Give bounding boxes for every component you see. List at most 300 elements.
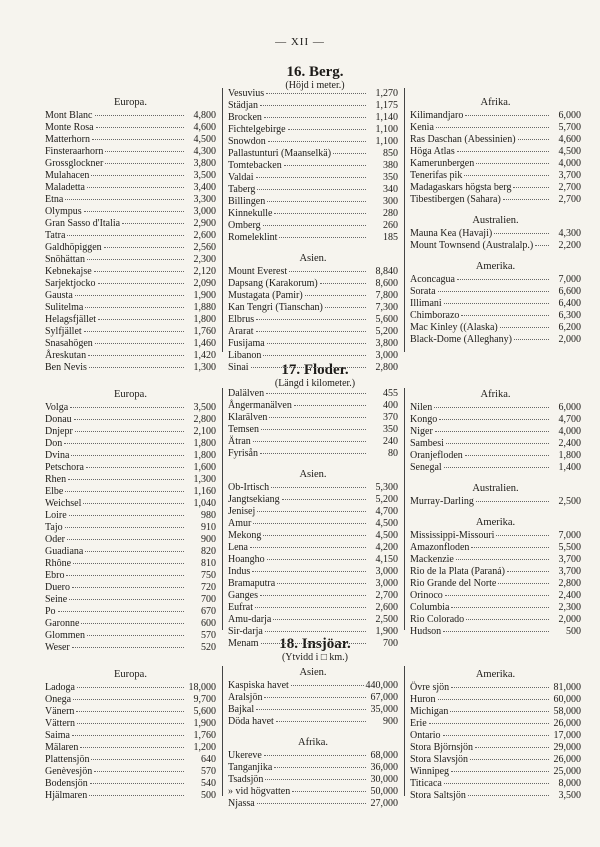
entry-name: Don — [45, 438, 63, 449]
entry-value: 5,200 — [375, 326, 398, 337]
dot-leader — [260, 105, 366, 106]
entry-value: 240 — [383, 436, 398, 447]
entry-value: 280 — [383, 208, 398, 219]
table-row — [410, 146, 581, 158]
entry-name: Maladetta — [45, 182, 85, 193]
entry-name: Ukereve — [228, 750, 262, 761]
entry-name: Oder — [45, 534, 65, 545]
entry-name: Aconcagua — [410, 274, 455, 285]
table-row — [228, 172, 398, 184]
dot-leader — [72, 587, 184, 588]
entry-name: Dalälven — [228, 388, 265, 399]
table-row — [228, 124, 398, 136]
entry-name: Mont Blanc — [45, 110, 93, 121]
dot-leader — [266, 93, 366, 94]
entry-value: 27,000 — [370, 798, 398, 809]
entry-value: 3,700 — [558, 566, 581, 577]
entry-name: Elbe — [45, 486, 64, 497]
entry-value: 700 — [383, 638, 398, 649]
section-name: Floder. — [303, 362, 349, 378]
dot-leader — [271, 487, 366, 488]
dot-leader — [264, 117, 366, 118]
entry-name: Tomtebacken — [228, 160, 282, 171]
dot-leader — [83, 503, 184, 504]
entry-name: Ontario — [410, 730, 441, 741]
entry-name: Olympus — [45, 206, 82, 217]
table-row — [410, 614, 581, 626]
entry-value: 980 — [201, 510, 216, 521]
dot-leader — [279, 237, 366, 238]
dot-leader — [465, 115, 549, 116]
entry-value: 520 — [201, 642, 216, 653]
table-row — [410, 170, 581, 182]
entry-value: 380 — [383, 160, 398, 171]
entry-value: 3,400 — [193, 182, 216, 193]
table-row — [228, 290, 398, 302]
dot-leader — [434, 407, 549, 408]
table-row — [228, 566, 398, 578]
entry-name: Tenerifas pik — [410, 170, 463, 181]
entry-value: 1,100 — [375, 124, 398, 135]
entry-name: Jangtsekiang — [228, 494, 280, 505]
dot-leader — [257, 511, 366, 512]
entry-value: 750 — [201, 570, 216, 581]
entry-name: Ararat — [228, 326, 254, 337]
entry-value: 6,400 — [558, 298, 581, 309]
entry-value: 1,300 — [193, 474, 216, 485]
entry-value: 7,000 — [558, 274, 581, 285]
section-name: Berg. — [308, 64, 344, 80]
dot-leader — [456, 559, 549, 560]
table-row — [410, 228, 581, 240]
dot-leader — [69, 599, 184, 600]
dot-leader — [266, 393, 366, 394]
table-row — [45, 474, 216, 486]
dot-leader — [438, 699, 549, 700]
table-row — [45, 730, 216, 742]
entry-name: Monte Rosa — [45, 122, 94, 133]
table-row — [228, 614, 398, 626]
entry-name: Genèvesjön — [45, 766, 93, 777]
table-row — [410, 706, 581, 718]
entry-value: 4,200 — [375, 542, 398, 553]
region-heading: Europa. — [114, 669, 147, 680]
entry-value: 300 — [383, 196, 398, 207]
dot-leader — [451, 771, 549, 772]
entry-name: Niger — [410, 426, 433, 437]
entry-value: 600 — [201, 618, 216, 629]
column-divider — [222, 388, 223, 630]
entry-value: 640 — [201, 754, 216, 765]
berg-column-2 — [228, 88, 398, 374]
entry-name: Finsteraarhorn — [45, 146, 104, 157]
entry-name: Mount Everest — [228, 266, 288, 277]
entry-name: Rhen — [45, 474, 67, 485]
dot-leader — [264, 755, 366, 756]
entry-name: Saima — [45, 730, 70, 741]
entry-name: Nilen — [410, 402, 433, 413]
region-heading: Australien. — [472, 215, 519, 226]
table-row — [228, 388, 398, 400]
table-row — [228, 704, 398, 716]
entry-value: 7,000 — [558, 530, 581, 541]
entry-name: Sinai — [228, 362, 249, 373]
dot-leader — [276, 721, 366, 722]
entry-name: Galdhöpiggen — [45, 242, 102, 253]
entry-value: 58,000 — [553, 706, 581, 717]
entry-value: 1,200 — [193, 742, 216, 753]
entry-value: 6,000 — [558, 402, 581, 413]
entry-name: Orinoco — [410, 590, 443, 601]
entry-name: Fusijama — [228, 338, 265, 349]
entry-name: Jenisej — [228, 506, 256, 517]
entry-name: Höga Atlas — [410, 146, 455, 157]
table-row — [45, 694, 216, 706]
group-spacer — [410, 508, 581, 516]
table-row — [410, 754, 581, 766]
dot-leader — [277, 583, 366, 584]
entry-name: Weichsel — [45, 498, 82, 509]
column-divider — [404, 666, 405, 796]
entry-value: 350 — [383, 172, 398, 183]
entry-name: Aralsjön — [228, 692, 263, 703]
entry-value: 1,270 — [375, 88, 398, 99]
table-row — [228, 436, 398, 448]
table-row — [228, 680, 398, 692]
entry-value: 1,160 — [193, 486, 216, 497]
region-heading: Europa. — [114, 389, 147, 400]
entry-name: Ben Nevis — [45, 362, 87, 373]
table-row — [45, 266, 216, 278]
entry-name: Tanganjika — [228, 762, 273, 773]
entry-name: Menam — [228, 638, 259, 649]
table-row — [228, 148, 398, 160]
table-row — [228, 716, 398, 728]
table-row — [228, 424, 398, 436]
region-heading: Asien. — [299, 667, 327, 678]
dot-leader — [87, 635, 184, 636]
entry-value: 2,090 — [193, 278, 216, 289]
entry-value: 67,000 — [370, 692, 398, 703]
dot-leader — [518, 139, 549, 140]
entry-name: Kaspiska havet — [228, 680, 289, 691]
dot-leader — [445, 595, 549, 596]
table-row — [410, 682, 581, 694]
table-row — [228, 160, 398, 172]
dot-leader — [122, 223, 184, 224]
table-row — [410, 322, 581, 334]
dot-leader — [320, 283, 366, 284]
dot-leader — [273, 619, 366, 620]
table-row — [228, 184, 398, 196]
table-row — [45, 498, 216, 510]
entry-name: Mount Townsend (Australalp.) — [410, 240, 534, 251]
floder-column-2 — [228, 388, 398, 650]
table-row — [228, 530, 398, 542]
table-row — [45, 630, 216, 642]
table-row — [45, 682, 216, 694]
entry-value: 3,300 — [193, 194, 216, 205]
entry-name: Kebnekajse — [45, 266, 92, 277]
entry-value: 60,000 — [553, 694, 581, 705]
entry-value: 455 — [383, 388, 398, 399]
table-row — [45, 706, 216, 718]
dot-leader — [261, 429, 366, 430]
dot-leader — [91, 759, 184, 760]
entry-value: 80 — [388, 448, 398, 459]
entry-name: Sorata — [410, 286, 436, 297]
entry-name: Illimani — [410, 298, 442, 309]
dot-leader — [87, 259, 184, 260]
entry-name: Gausta — [45, 290, 73, 301]
dot-leader — [94, 271, 184, 272]
entry-value: 570 — [201, 766, 216, 777]
table-row — [45, 134, 216, 146]
entry-value: 2,500 — [558, 496, 581, 507]
entry-value: 3,700 — [558, 170, 581, 181]
entry-value: 1,100 — [375, 136, 398, 147]
dot-leader — [514, 339, 549, 340]
table-row — [45, 338, 216, 350]
table-row — [228, 232, 398, 244]
entry-name: Valdai — [228, 172, 254, 183]
table-row — [45, 218, 216, 230]
entry-value: 1,040 — [193, 498, 216, 509]
entry-name: Seine — [45, 594, 68, 605]
dot-leader — [253, 523, 366, 524]
entry-value: 1,900 — [193, 718, 216, 729]
entry-value: 4,600 — [193, 122, 216, 133]
region-heading: Europa. — [114, 97, 147, 108]
entry-value: 4,500 — [193, 134, 216, 145]
entry-value: 540 — [201, 778, 216, 789]
entry-value: 1,420 — [193, 350, 216, 361]
entry-value: 6,000 — [558, 110, 581, 121]
dot-leader — [256, 177, 366, 178]
dot-leader — [95, 115, 185, 116]
group-spacer — [228, 244, 398, 252]
dot-leader — [65, 199, 184, 200]
table-row — [45, 402, 216, 414]
entry-value: 2,700 — [558, 182, 581, 193]
table-row — [228, 482, 398, 494]
entry-value: 1,760 — [193, 730, 216, 741]
entry-value: 3,000 — [375, 578, 398, 589]
table-row — [45, 606, 216, 618]
region-heading: Afrika. — [480, 389, 511, 400]
table-row — [45, 414, 216, 426]
dot-leader — [66, 575, 184, 576]
table-row — [45, 438, 216, 450]
entry-name: Mulahacen — [45, 170, 90, 181]
dot-leader — [294, 405, 366, 406]
entry-name: Sarjektjocko — [45, 278, 96, 289]
dot-leader — [498, 583, 549, 584]
entry-value: 5,500 — [558, 542, 581, 553]
entry-value: 5,700 — [558, 122, 581, 133]
entry-name: Donau — [45, 414, 72, 425]
table-row — [228, 196, 398, 208]
table-row — [410, 438, 581, 450]
entry-value: 3,500 — [193, 402, 216, 413]
table-row — [45, 158, 216, 170]
dot-leader — [75, 295, 184, 296]
entry-value: 2,100 — [193, 426, 216, 437]
region-heading: Amerika. — [475, 261, 516, 272]
entry-value: 2,500 — [375, 614, 398, 625]
dot-leader — [105, 163, 184, 164]
table-row — [410, 240, 581, 252]
dot-leader — [444, 303, 549, 304]
column-divider — [404, 388, 405, 630]
dot-leader — [464, 175, 549, 176]
table-row — [228, 590, 398, 602]
dot-leader — [476, 163, 549, 164]
dot-leader — [70, 407, 184, 408]
dot-leader — [89, 367, 184, 368]
table-row — [45, 642, 216, 654]
entry-name: Chimborazo — [410, 310, 460, 321]
dot-leader — [256, 709, 366, 710]
dot-leader — [251, 367, 366, 368]
entry-name: Duero — [45, 582, 70, 593]
entry-value: 500 — [201, 790, 216, 801]
entry-value: 850 — [383, 148, 398, 159]
entry-name: Mälaren — [45, 742, 79, 753]
dot-leader — [429, 723, 549, 724]
table-row — [228, 220, 398, 232]
dot-leader — [75, 431, 184, 432]
entry-name: Städjan — [228, 100, 258, 111]
entry-name: Ob-Irtisch — [228, 482, 270, 493]
insjoar-column-1 — [45, 668, 216, 802]
dot-leader — [443, 631, 549, 632]
dot-leader — [444, 783, 549, 784]
entry-value: 2,300 — [558, 602, 581, 613]
entry-value: 260 — [383, 220, 398, 231]
dot-leader — [263, 535, 366, 536]
table-row — [228, 112, 398, 124]
entry-value: 350 — [383, 424, 398, 435]
entry-value: 26,000 — [553, 718, 581, 729]
entry-name: Indus — [228, 566, 251, 577]
entry-value: 5,600 — [375, 314, 398, 325]
entry-name: Titicaca — [410, 778, 442, 789]
dot-leader — [265, 779, 366, 780]
table-row — [410, 286, 581, 298]
dot-leader — [261, 643, 366, 644]
entry-value: 3,800 — [193, 158, 216, 169]
table-row — [45, 558, 216, 570]
entry-value: 2,300 — [193, 254, 216, 265]
table-row — [45, 242, 216, 254]
entry-name: Njassa — [228, 798, 255, 809]
dot-leader — [68, 479, 184, 480]
entry-value: 81,000 — [553, 682, 581, 693]
entry-value: 5,300 — [375, 482, 398, 493]
entry-name: Snöhättan — [45, 254, 85, 265]
entry-value: 4,700 — [558, 414, 581, 425]
table-row — [410, 554, 581, 566]
dot-leader — [69, 515, 184, 516]
table-row — [45, 486, 216, 498]
dot-leader — [88, 355, 184, 356]
table-row — [45, 170, 216, 182]
table-row — [410, 742, 581, 754]
table-row — [228, 314, 398, 326]
table-row — [45, 206, 216, 218]
dot-leader — [76, 711, 184, 712]
entry-value: 36,000 — [370, 762, 398, 773]
table-row — [410, 450, 581, 462]
dot-leader — [250, 547, 366, 548]
table-row — [410, 274, 581, 286]
entry-name: Garonne — [45, 618, 80, 629]
table-row — [228, 362, 398, 374]
dot-leader — [443, 735, 549, 736]
entry-value: 820 — [201, 546, 216, 557]
table-row — [228, 554, 398, 566]
entry-name: » vid högvatten — [228, 786, 291, 797]
entry-value: 2,400 — [558, 438, 581, 449]
entry-name: Åreskutan — [45, 350, 87, 361]
entry-name: Dvina — [45, 450, 70, 461]
entry-name: Lena — [228, 542, 248, 553]
dot-leader — [81, 623, 184, 624]
table-row — [45, 754, 216, 766]
table-row — [228, 278, 398, 290]
dot-leader — [64, 443, 184, 444]
dot-leader — [289, 271, 366, 272]
table-row — [45, 790, 216, 802]
entry-name: Vesuvius — [228, 88, 265, 99]
entry-name: Elbrus — [228, 314, 255, 325]
entry-name: Columbia — [410, 602, 450, 613]
table-row — [410, 602, 581, 614]
entry-value: 4,600 — [558, 134, 581, 145]
dot-leader — [257, 189, 366, 190]
entry-name: Grossglockner — [45, 158, 104, 169]
table-row — [45, 546, 216, 558]
dot-leader — [256, 319, 366, 320]
dot-leader — [264, 697, 366, 698]
dot-leader — [494, 233, 549, 234]
dot-leader — [84, 211, 184, 212]
dot-leader — [475, 747, 549, 748]
dot-leader — [257, 803, 366, 804]
floder-column-1 — [45, 388, 216, 654]
entry-name: Ebro — [45, 570, 65, 581]
entry-value: 1,600 — [193, 462, 216, 473]
table-row — [228, 578, 398, 590]
table-row — [410, 414, 581, 426]
dot-leader — [468, 795, 549, 796]
entry-value: 500 — [566, 626, 581, 637]
entry-name: Omberg — [228, 220, 261, 231]
entry-name: Stora Slavsjön — [410, 754, 469, 765]
entry-value: 3,800 — [375, 338, 398, 349]
table-row — [410, 310, 581, 322]
entry-value: 3,000 — [375, 566, 398, 577]
table-row — [228, 494, 398, 506]
table-row — [410, 298, 581, 310]
dot-leader — [288, 129, 366, 130]
group-spacer — [228, 728, 398, 736]
entry-value: 1,800 — [193, 450, 216, 461]
dot-leader — [465, 455, 549, 456]
entry-value: 3,500 — [558, 790, 581, 801]
table-row — [228, 136, 398, 148]
